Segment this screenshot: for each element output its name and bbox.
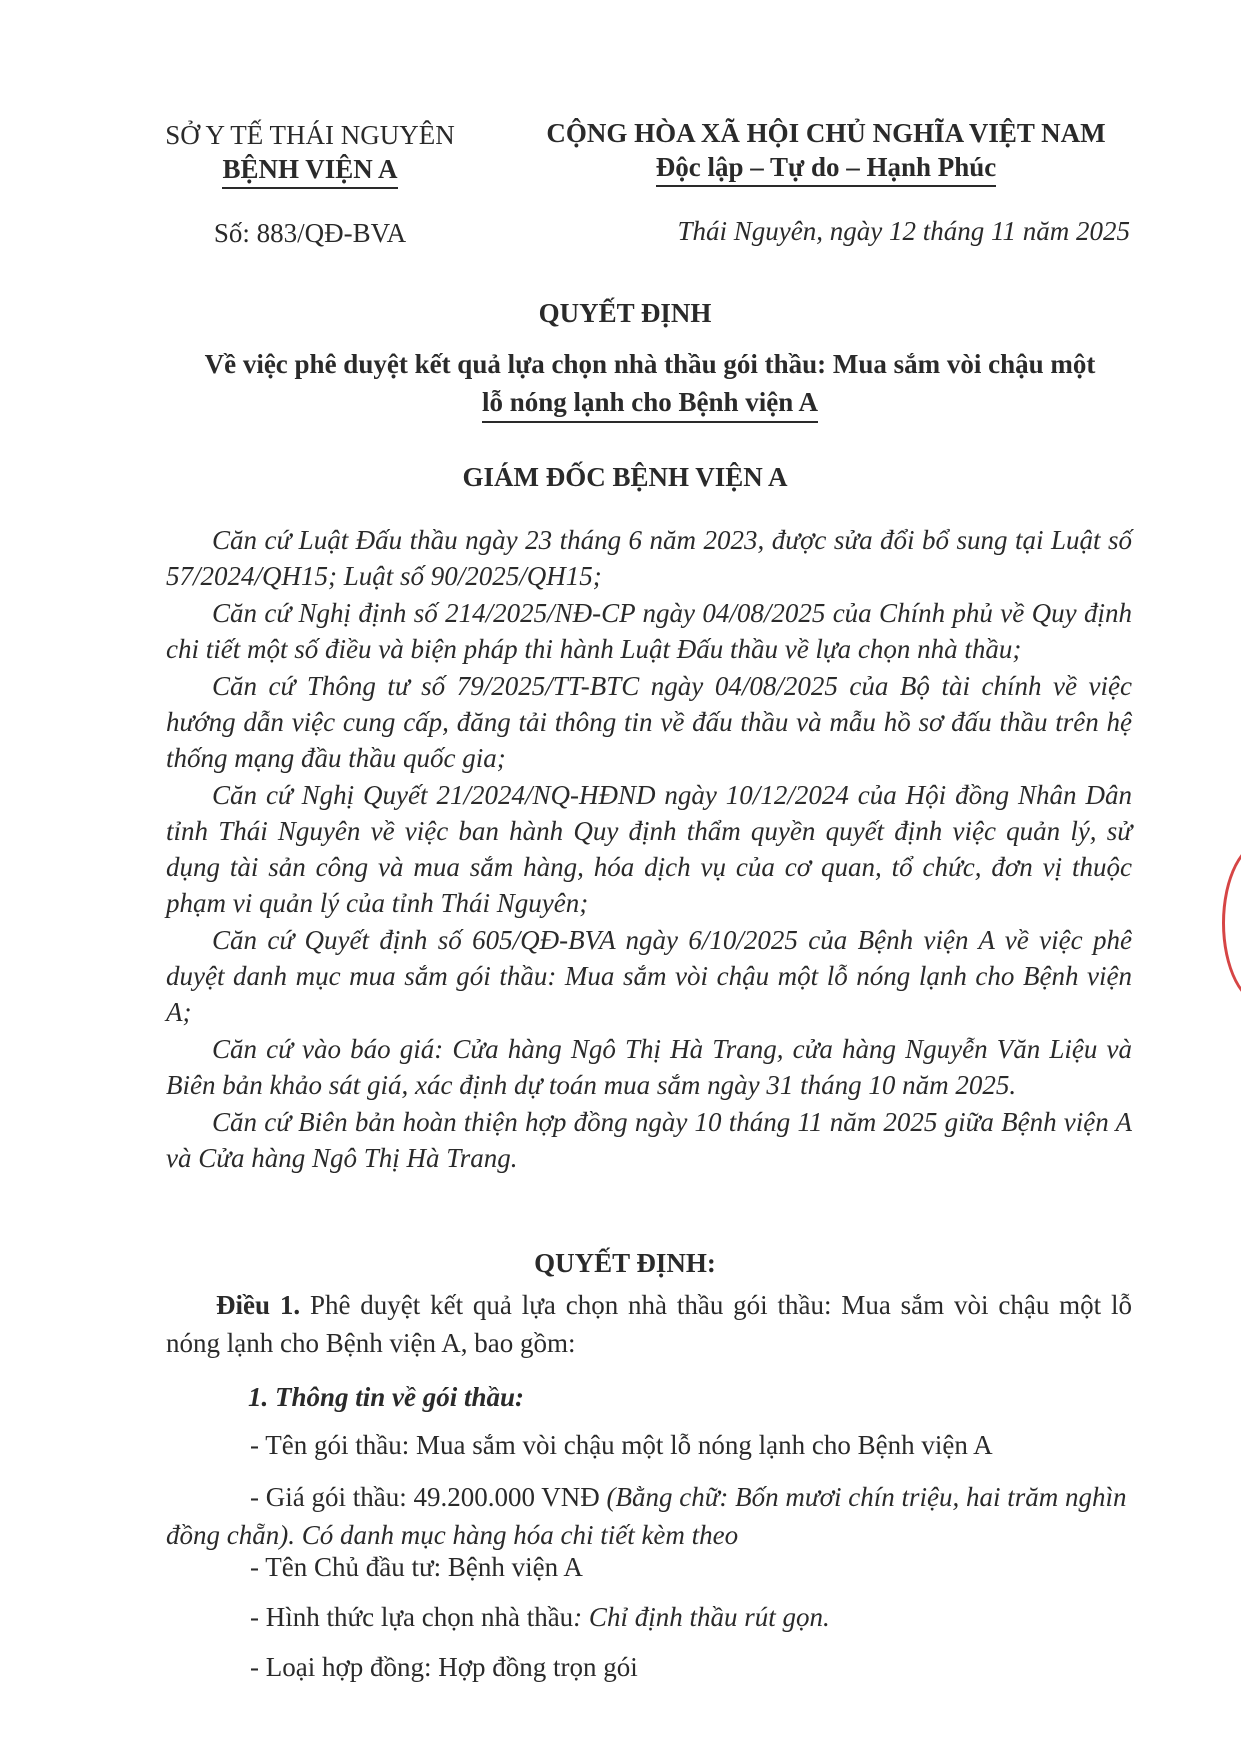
legal-bases xyxy=(166,522,1132,1177)
package-price-item xyxy=(166,1478,1132,1554)
investor-item: - Tên Chủ đầu tư: Bệnh viện A xyxy=(250,1552,583,1582)
legal-basis-item: Căn cứ Thông tư số 79/2025/TT-BTC ngày 04/08/2025 của Bộ tài chính về việc hướng dẫn việc cung cấp, đăng tải thông tin về đấu thầu và mẫu hồ sơ đấu thầu trên hệ thống mạng đầu thầu quốc gia; xyxy=(166,671,1132,773)
package-price-words: (Bằng chữ: Bốn mươi chín triệu, hai trăm nghìn đồng chẵn). Có danh mục hàng hóa chi tiết kèm theo xyxy=(166,1482,1127,1550)
selection-method-value: : Chỉ định thầu rút gọn. xyxy=(573,1602,830,1632)
decision-heading: QUYẾT ĐỊNH: xyxy=(534,1248,716,1278)
section-1-title: 1. Thông tin về gói thầu: xyxy=(248,1382,525,1412)
issuing-authority: GIÁM ĐỐC BỆNH VIỆN A xyxy=(462,462,788,492)
article-1-text: Phê duyệt kết quả lựa chọn nhà thầu gói thầu: Mua sắm vòi chậu một lỗ nóng lạnh cho Bệnh viện A, bao gồm: xyxy=(166,1290,1132,1358)
legal-basis-item: Căn cứ Luật Đấu thầu ngày 23 tháng 6 năm 2023, được sửa đổi bổ sung tại Luật số 57/2024/QH15; Luật số 90/2025/QH15; xyxy=(166,525,1132,591)
document-number: Số: 883/QĐ-BVA xyxy=(213,218,407,248)
selection-method-item xyxy=(166,1598,1132,1636)
document-title: QUYẾT ĐỊNH xyxy=(538,298,712,328)
contract-type-item: - Loại hợp đồng: Hợp đồng trọn gói xyxy=(250,1652,638,1682)
selection-method-label: - Hình thức lựa chọn nhà thầu xyxy=(250,1602,574,1632)
organization-name: BỆNH VIỆN A xyxy=(222,152,397,189)
subject-line-2: lỗ nóng lạnh cho Bệnh viện A xyxy=(482,383,818,423)
legal-basis-item: Căn cứ Biên bản hoàn thiện hợp đồng ngày 10 tháng 11 năm 2025 giữa Bệnh viện A và Cửa hàng Ngô Thị Hà Trang. xyxy=(166,1107,1132,1173)
legal-basis-item: Căn cứ Nghị Quyết 21/2024/NQ-HĐND ngày 10/12/2024 của Hội đồng Nhân Dân tỉnh Thái Nguyên về việc ban hành Quy định thẩm quyền quyết định việc quản lý, sử dụng tài sản công và mua sắm hàng, hóa dịch vụ của cơ quan, tổ chức, đơn vị thuộc phạm vi quản lý của tỉnh Thái Nguyên; xyxy=(166,780,1132,918)
document-subject xyxy=(165,345,1135,423)
national-motto: Độc lập – Tự do – Hạnh Phúc xyxy=(656,150,997,187)
department-name: SỞ Y TẾ THÁI NGUYÊN xyxy=(165,120,455,150)
package-name-item: - Tên gói thầu: Mua sắm vòi chậu một lỗ nóng lạnh cho Bệnh viện A xyxy=(250,1430,993,1460)
package-price-amount: - Giá gói thầu: 49.200.000 VNĐ xyxy=(250,1482,607,1512)
article-1-label: Điều 1. xyxy=(216,1290,301,1320)
country-name: CỘNG HÒA XÃ HỘI CHỦ NGHĨA VIỆT NAM xyxy=(546,118,1106,148)
red-stamp-edge xyxy=(1222,840,1241,1006)
legal-basis-item: Căn cứ Nghị định số 214/2025/NĐ-CP ngày 04/08/2025 của Chính phủ về Quy định chi tiết một số điều và biện pháp thi hành Luật Đấu thầu về lựa chọn nhà thầu; xyxy=(166,598,1132,664)
place-and-date: Thái Nguyên, ngày 12 tháng 11 năm 2025 xyxy=(677,216,1130,246)
article-1 xyxy=(166,1286,1132,1362)
national-header-block xyxy=(520,116,1132,187)
subject-line-1: Về việc phê duyệt kết quả lựa chọn nhà thầu gói thầu: Mua sắm vòi chậu một xyxy=(204,349,1096,379)
issuing-agency-block xyxy=(140,118,480,189)
legal-basis-item: Căn cứ Quyết định số 605/QĐ-BVA ngày 6/10/2025 của Bệnh viện A về việc phê duyệt danh mục mua sắm gói thầu: Mua sắm vòi chậu một lỗ nóng lạnh cho Bệnh viện A; xyxy=(166,925,1132,1027)
legal-basis-item: Căn cứ vào báo giá: Cửa hàng Ngô Thị Hà Trang, cửa hàng Nguyễn Văn Liệu và Biên bản khảo sát giá, xác định dự toán mua sắm ngày 31 tháng 10 năm 2025. xyxy=(166,1034,1132,1100)
